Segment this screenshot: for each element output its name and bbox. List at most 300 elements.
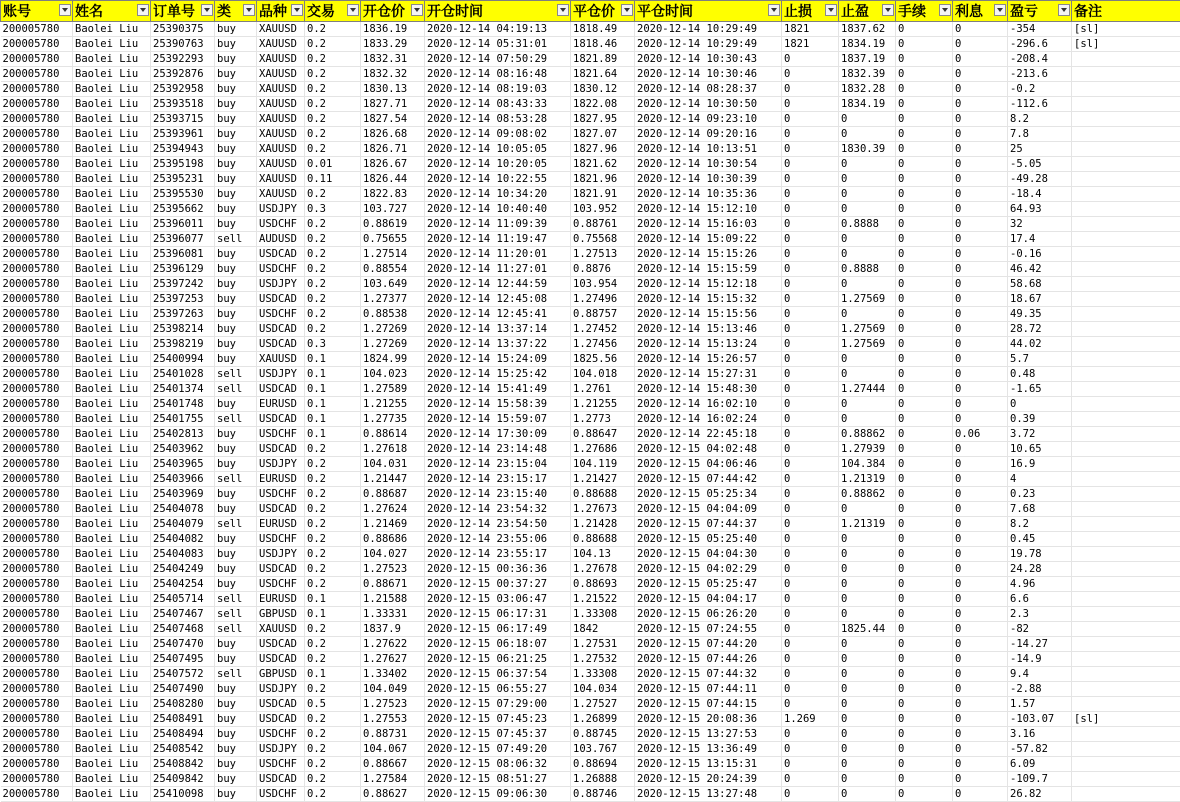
cell-close-time[interactable]: 2020-12-14 10:29:49 (635, 37, 782, 52)
cell-symbol[interactable]: USDCAD (257, 502, 305, 517)
cell-take-profit[interactable]: 0 (839, 742, 896, 757)
cell-symbol[interactable]: USDCAD (257, 562, 305, 577)
column-header-order-id[interactable] (151, 1, 215, 22)
cell-type[interactable]: buy (215, 712, 257, 727)
cell-name[interactable]: Baolei Liu (73, 472, 151, 487)
cell-name[interactable]: Baolei Liu (73, 712, 151, 727)
cell-close-price[interactable]: 1830.12 (571, 82, 635, 97)
cell-symbol[interactable]: USDCAD (257, 442, 305, 457)
cell-remark[interactable] (1072, 367, 1180, 382)
cell-commission[interactable]: 0 (896, 772, 953, 787)
cell-open-time[interactable]: 2020-12-14 23:15:40 (425, 487, 571, 502)
cell-profit[interactable]: -14.27 (1008, 637, 1072, 652)
cell-volume[interactable]: 0.2 (305, 142, 361, 157)
cell-open-price[interactable]: 0.88627 (361, 787, 425, 802)
cell-type[interactable]: buy (215, 142, 257, 157)
cell-open-time[interactable]: 2020-12-15 08:06:32 (425, 757, 571, 772)
cell-remark[interactable] (1072, 502, 1180, 517)
cell-close-time[interactable]: 2020-12-15 13:15:31 (635, 757, 782, 772)
cell-order-id[interactable]: 25408842 (151, 757, 215, 772)
cell-commission[interactable]: 0 (896, 562, 953, 577)
cell-open-price[interactable]: 0.88686 (361, 532, 425, 547)
cell-symbol[interactable]: USDJPY (257, 547, 305, 562)
cell-open-price[interactable]: 1.21255 (361, 397, 425, 412)
cell-symbol[interactable]: USDCHF (257, 217, 305, 232)
cell-close-time[interactable]: 2020-12-14 10:35:36 (635, 187, 782, 202)
cell-profit[interactable]: 26.82 (1008, 787, 1072, 802)
cell-close-time[interactable]: 2020-12-15 05:25:40 (635, 532, 782, 547)
cell-name[interactable]: Baolei Liu (73, 547, 151, 562)
cell-account[interactable]: 200005780 (1, 742, 73, 757)
cell-swap[interactable]: 0 (953, 367, 1008, 382)
cell-swap[interactable]: 0 (953, 682, 1008, 697)
cell-close-price[interactable]: 0.88688 (571, 487, 635, 502)
cell-account[interactable]: 200005780 (1, 547, 73, 562)
cell-swap[interactable]: 0 (953, 502, 1008, 517)
cell-volume[interactable]: 0.1 (305, 667, 361, 682)
cell-close-price[interactable]: 1.27532 (571, 652, 635, 667)
cell-open-time[interactable]: 2020-12-15 06:55:27 (425, 682, 571, 697)
cell-take-profit[interactable]: 104.384 (839, 457, 896, 472)
cell-commission[interactable]: 0 (896, 637, 953, 652)
cell-close-price[interactable]: 1.27678 (571, 562, 635, 577)
cell-profit[interactable]: 28.72 (1008, 322, 1072, 337)
cell-close-price[interactable]: 1.26888 (571, 772, 635, 787)
column-header-close-price[interactable] (571, 1, 635, 22)
cell-take-profit[interactable]: 0 (839, 697, 896, 712)
cell-open-price[interactable]: 1.27269 (361, 337, 425, 352)
cell-close-price[interactable]: 103.767 (571, 742, 635, 757)
cell-take-profit[interactable]: 1837.19 (839, 52, 896, 67)
cell-type[interactable]: buy (215, 22, 257, 37)
cell-profit[interactable]: -109.7 (1008, 772, 1072, 787)
cell-take-profit[interactable]: 0 (839, 727, 896, 742)
cell-take-profit[interactable]: 0 (839, 157, 896, 172)
cell-stop-loss[interactable]: 0 (782, 202, 839, 217)
cell-close-time[interactable]: 2020-12-15 07:44:15 (635, 697, 782, 712)
cell-take-profit[interactable]: 0 (839, 787, 896, 802)
cell-order-id[interactable]: 25404083 (151, 547, 215, 562)
cell-open-time[interactable]: 2020-12-14 12:45:08 (425, 292, 571, 307)
cell-swap[interactable]: 0 (953, 622, 1008, 637)
cell-remark[interactable] (1072, 217, 1180, 232)
cell-volume[interactable]: 0.11 (305, 172, 361, 187)
cell-close-price[interactable]: 1.21522 (571, 592, 635, 607)
cell-remark[interactable] (1072, 172, 1180, 187)
cell-swap[interactable]: 0 (953, 487, 1008, 502)
cell-stop-loss[interactable]: 0 (782, 637, 839, 652)
filter-dropdown-icon[interactable] (825, 4, 837, 16)
cell-account[interactable]: 200005780 (1, 337, 73, 352)
cell-name[interactable]: Baolei Liu (73, 22, 151, 37)
cell-type[interactable]: buy (215, 532, 257, 547)
cell-commission[interactable]: 0 (896, 187, 953, 202)
cell-swap[interactable]: 0 (953, 592, 1008, 607)
cell-order-id[interactable]: 25404079 (151, 517, 215, 532)
cell-swap[interactable]: 0 (953, 247, 1008, 262)
cell-open-price[interactable]: 0.88619 (361, 217, 425, 232)
cell-profit[interactable]: -112.6 (1008, 97, 1072, 112)
cell-remark[interactable] (1072, 52, 1180, 67)
cell-open-price[interactable]: 1.27269 (361, 322, 425, 337)
cell-open-price[interactable]: 0.88687 (361, 487, 425, 502)
cell-volume[interactable]: 0.2 (305, 442, 361, 457)
cell-swap[interactable]: 0 (953, 712, 1008, 727)
cell-close-price[interactable]: 103.954 (571, 277, 635, 292)
cell-open-price[interactable]: 0.88614 (361, 427, 425, 442)
cell-volume[interactable]: 0.3 (305, 202, 361, 217)
cell-type[interactable]: buy (215, 787, 257, 802)
cell-close-price[interactable]: 1821.62 (571, 157, 635, 172)
cell-type[interactable]: buy (215, 457, 257, 472)
cell-name[interactable]: Baolei Liu (73, 502, 151, 517)
cell-profit[interactable]: 3.72 (1008, 427, 1072, 442)
cell-stop-loss[interactable]: 0 (782, 532, 839, 547)
cell-open-price[interactable]: 1.33402 (361, 667, 425, 682)
cell-stop-loss[interactable]: 0 (782, 442, 839, 457)
cell-commission[interactable]: 0 (896, 757, 953, 772)
cell-close-time[interactable]: 2020-12-15 13:27:48 (635, 787, 782, 802)
cell-symbol[interactable]: EURUSD (257, 397, 305, 412)
cell-remark[interactable] (1072, 637, 1180, 652)
cell-close-time[interactable]: 2020-12-14 10:13:51 (635, 142, 782, 157)
cell-open-time[interactable]: 2020-12-14 17:30:09 (425, 427, 571, 442)
cell-stop-loss[interactable]: 0 (782, 172, 839, 187)
cell-account[interactable]: 200005780 (1, 727, 73, 742)
cell-close-price[interactable]: 0.8876 (571, 262, 635, 277)
cell-stop-loss[interactable]: 0 (782, 457, 839, 472)
cell-take-profit[interactable]: 0 (839, 577, 896, 592)
cell-profit[interactable]: 3.16 (1008, 727, 1072, 742)
cell-type[interactable]: sell (215, 622, 257, 637)
cell-open-time[interactable]: 2020-12-14 23:14:48 (425, 442, 571, 457)
cell-type[interactable]: buy (215, 727, 257, 742)
cell-symbol[interactable]: USDJPY (257, 682, 305, 697)
cell-open-price[interactable]: 1.21469 (361, 517, 425, 532)
cell-open-time[interactable]: 2020-12-14 23:55:06 (425, 532, 571, 547)
cell-stop-loss[interactable]: 0 (782, 427, 839, 442)
cell-symbol[interactable]: XAUUSD (257, 22, 305, 37)
cell-open-time[interactable]: 2020-12-14 11:27:01 (425, 262, 571, 277)
cell-profit[interactable]: 24.28 (1008, 562, 1072, 577)
cell-symbol[interactable]: USDCAD (257, 382, 305, 397)
cell-symbol[interactable]: USDJPY (257, 277, 305, 292)
cell-commission[interactable]: 0 (896, 247, 953, 262)
cell-close-time[interactable]: 2020-12-14 15:09:22 (635, 232, 782, 247)
filter-dropdown-icon[interactable] (768, 4, 780, 16)
cell-close-time[interactable]: 2020-12-14 15:15:26 (635, 247, 782, 262)
cell-order-id[interactable]: 25393518 (151, 97, 215, 112)
cell-stop-loss[interactable]: 0 (782, 412, 839, 427)
cell-remark[interactable] (1072, 337, 1180, 352)
cell-order-id[interactable]: 25408491 (151, 712, 215, 727)
cell-open-price[interactable]: 0.88667 (361, 757, 425, 772)
cell-stop-loss[interactable]: 0 (782, 232, 839, 247)
cell-swap[interactable]: 0 (953, 742, 1008, 757)
cell-type[interactable]: sell (215, 667, 257, 682)
cell-swap[interactable]: 0 (953, 577, 1008, 592)
cell-symbol[interactable]: EURUSD (257, 472, 305, 487)
cell-take-profit[interactable]: 1837.62 (839, 22, 896, 37)
cell-name[interactable]: Baolei Liu (73, 457, 151, 472)
cell-symbol[interactable]: USDJPY (257, 457, 305, 472)
cell-open-price[interactable]: 0.75655 (361, 232, 425, 247)
cell-name[interactable]: Baolei Liu (73, 37, 151, 52)
cell-symbol[interactable]: USDJPY (257, 202, 305, 217)
cell-swap[interactable]: 0 (953, 352, 1008, 367)
cell-order-id[interactable]: 25407495 (151, 652, 215, 667)
cell-stop-loss[interactable]: 0 (782, 157, 839, 172)
cell-swap[interactable]: 0.06 (953, 427, 1008, 442)
cell-open-time[interactable]: 2020-12-15 06:17:31 (425, 607, 571, 622)
cell-profit[interactable]: 0.39 (1008, 412, 1072, 427)
cell-stop-loss[interactable]: 0 (782, 277, 839, 292)
cell-account[interactable]: 200005780 (1, 127, 73, 142)
cell-close-price[interactable]: 104.119 (571, 457, 635, 472)
cell-commission[interactable]: 0 (896, 442, 953, 457)
cell-close-time[interactable]: 2020-12-14 15:15:56 (635, 307, 782, 322)
cell-volume[interactable]: 0.2 (305, 52, 361, 67)
cell-profit[interactable]: 6.6 (1008, 592, 1072, 607)
cell-symbol[interactable]: XAUUSD (257, 352, 305, 367)
cell-order-id[interactable]: 25392876 (151, 67, 215, 82)
cell-close-time[interactable]: 2020-12-14 10:30:54 (635, 157, 782, 172)
cell-name[interactable]: Baolei Liu (73, 682, 151, 697)
cell-open-price[interactable]: 1837.9 (361, 622, 425, 637)
cell-name[interactable]: Baolei Liu (73, 592, 151, 607)
cell-symbol[interactable]: USDCAD (257, 637, 305, 652)
cell-volume[interactable]: 0.2 (305, 712, 361, 727)
cell-swap[interactable]: 0 (953, 772, 1008, 787)
cell-order-id[interactable]: 25401028 (151, 367, 215, 382)
cell-order-id[interactable]: 25407468 (151, 622, 215, 637)
cell-close-time[interactable]: 2020-12-15 04:02:48 (635, 442, 782, 457)
cell-order-id[interactable]: 25404078 (151, 502, 215, 517)
cell-open-price[interactable]: 104.031 (361, 457, 425, 472)
column-header-volume[interactable] (305, 1, 361, 22)
cell-profit[interactable]: 9.4 (1008, 667, 1072, 682)
cell-volume[interactable]: 0.2 (305, 217, 361, 232)
cell-account[interactable]: 200005780 (1, 202, 73, 217)
cell-take-profit[interactable]: 1.27569 (839, 292, 896, 307)
cell-open-price[interactable]: 1826.68 (361, 127, 425, 142)
cell-account[interactable]: 200005780 (1, 652, 73, 667)
cell-volume[interactable]: 0.2 (305, 787, 361, 802)
cell-close-time[interactable]: 2020-12-15 07:44:32 (635, 667, 782, 682)
cell-profit[interactable]: 0.23 (1008, 487, 1072, 502)
cell-account[interactable]: 200005780 (1, 322, 73, 337)
cell-stop-loss[interactable]: 0 (782, 82, 839, 97)
column-header-type[interactable] (215, 1, 257, 22)
cell-close-time[interactable]: 2020-12-15 07:44:26 (635, 652, 782, 667)
cell-commission[interactable]: 0 (896, 472, 953, 487)
cell-type[interactable]: buy (215, 112, 257, 127)
column-header-open-time[interactable] (425, 1, 571, 22)
cell-close-time[interactable]: 2020-12-15 07:44:20 (635, 637, 782, 652)
cell-profit[interactable]: -0.16 (1008, 247, 1072, 262)
cell-symbol[interactable]: USDCHF (257, 262, 305, 277)
cell-open-price[interactable]: 1822.83 (361, 187, 425, 202)
cell-stop-loss[interactable]: 0 (782, 97, 839, 112)
filter-dropdown-icon[interactable] (347, 4, 359, 16)
cell-symbol[interactable]: USDCAD (257, 322, 305, 337)
cell-close-time[interactable]: 2020-12-15 04:02:29 (635, 562, 782, 577)
cell-type[interactable]: buy (215, 187, 257, 202)
cell-volume[interactable]: 0.2 (305, 652, 361, 667)
cell-volume[interactable]: 0.2 (305, 82, 361, 97)
cell-open-price[interactable]: 104.049 (361, 682, 425, 697)
cell-profit[interactable]: -1.65 (1008, 382, 1072, 397)
cell-remark[interactable] (1072, 157, 1180, 172)
cell-open-time[interactable]: 2020-12-14 15:59:07 (425, 412, 571, 427)
cell-close-time[interactable]: 2020-12-14 09:23:10 (635, 112, 782, 127)
cell-order-id[interactable]: 25401374 (151, 382, 215, 397)
filter-dropdown-icon[interactable] (882, 4, 894, 16)
cell-type[interactable]: buy (215, 52, 257, 67)
cell-symbol[interactable]: USDCAD (257, 337, 305, 352)
cell-profit[interactable]: 1.57 (1008, 697, 1072, 712)
cell-order-id[interactable]: 25397263 (151, 307, 215, 322)
cell-close-price[interactable]: 104.018 (571, 367, 635, 382)
cell-type[interactable]: buy (215, 157, 257, 172)
cell-profit[interactable]: 18.67 (1008, 292, 1072, 307)
cell-type[interactable]: sell (215, 367, 257, 382)
cell-commission[interactable]: 0 (896, 217, 953, 232)
cell-swap[interactable]: 0 (953, 607, 1008, 622)
cell-symbol[interactable]: USDCAD (257, 412, 305, 427)
cell-order-id[interactable]: 25405714 (151, 592, 215, 607)
cell-profit[interactable]: -213.6 (1008, 67, 1072, 82)
cell-volume[interactable]: 0.2 (305, 67, 361, 82)
cell-volume[interactable]: 0.1 (305, 382, 361, 397)
cell-symbol[interactable]: USDCHF (257, 787, 305, 802)
cell-type[interactable]: sell (215, 412, 257, 427)
cell-close-price[interactable]: 0.88745 (571, 727, 635, 742)
cell-symbol[interactable]: EURUSD (257, 517, 305, 532)
cell-close-time[interactable]: 2020-12-14 08:28:37 (635, 82, 782, 97)
filter-dropdown-icon[interactable] (59, 4, 71, 16)
cell-volume[interactable]: 0.2 (305, 472, 361, 487)
cell-type[interactable]: buy (215, 127, 257, 142)
cell-close-time[interactable]: 2020-12-15 06:26:20 (635, 607, 782, 622)
cell-close-price[interactable]: 1821.64 (571, 67, 635, 82)
cell-open-time[interactable]: 2020-12-14 04:19:13 (425, 22, 571, 37)
cell-close-time[interactable]: 2020-12-14 15:13:46 (635, 322, 782, 337)
cell-close-time[interactable]: 2020-12-14 15:26:57 (635, 352, 782, 367)
cell-take-profit[interactable]: 1830.39 (839, 142, 896, 157)
cell-open-price[interactable]: 1824.99 (361, 352, 425, 367)
cell-open-time[interactable]: 2020-12-15 09:06:30 (425, 787, 571, 802)
cell-open-price[interactable]: 1.33331 (361, 607, 425, 622)
cell-order-id[interactable]: 25395198 (151, 157, 215, 172)
cell-take-profit[interactable]: 1834.19 (839, 97, 896, 112)
cell-commission[interactable]: 0 (896, 202, 953, 217)
cell-symbol[interactable]: XAUUSD (257, 112, 305, 127)
cell-account[interactable]: 200005780 (1, 442, 73, 457)
cell-stop-loss[interactable]: 0 (782, 217, 839, 232)
cell-stop-loss[interactable]: 1821 (782, 22, 839, 37)
cell-order-id[interactable]: 25403966 (151, 472, 215, 487)
cell-open-price[interactable]: 0.88538 (361, 307, 425, 322)
cell-name[interactable]: Baolei Liu (73, 352, 151, 367)
cell-remark[interactable] (1072, 652, 1180, 667)
cell-close-price[interactable]: 1.21255 (571, 397, 635, 412)
cell-volume[interactable]: 0.2 (305, 487, 361, 502)
cell-close-time[interactable]: 2020-12-14 15:12:10 (635, 202, 782, 217)
cell-open-time[interactable]: 2020-12-14 23:55:17 (425, 547, 571, 562)
cell-remark[interactable] (1072, 97, 1180, 112)
cell-name[interactable]: Baolei Liu (73, 367, 151, 382)
cell-account[interactable]: 200005780 (1, 292, 73, 307)
column-header-commission[interactable] (896, 1, 953, 22)
cell-commission[interactable]: 0 (896, 232, 953, 247)
cell-commission[interactable]: 0 (896, 607, 953, 622)
cell-volume[interactable]: 0.2 (305, 577, 361, 592)
cell-swap[interactable]: 0 (953, 547, 1008, 562)
cell-order-id[interactable]: 25397242 (151, 277, 215, 292)
cell-volume[interactable]: 0.1 (305, 607, 361, 622)
cell-symbol[interactable]: USDCHF (257, 487, 305, 502)
cell-volume[interactable]: 0.2 (305, 232, 361, 247)
cell-swap[interactable]: 0 (953, 652, 1008, 667)
cell-close-price[interactable]: 1.21428 (571, 517, 635, 532)
cell-open-time[interactable]: 2020-12-14 10:34:20 (425, 187, 571, 202)
cell-stop-loss[interactable]: 0 (782, 577, 839, 592)
cell-profit[interactable]: 7.68 (1008, 502, 1072, 517)
cell-symbol[interactable]: XAUUSD (257, 82, 305, 97)
cell-swap[interactable]: 0 (953, 202, 1008, 217)
cell-name[interactable]: Baolei Liu (73, 142, 151, 157)
cell-commission[interactable]: 0 (896, 112, 953, 127)
cell-remark[interactable] (1072, 187, 1180, 202)
cell-stop-loss[interactable]: 0 (782, 622, 839, 637)
cell-account[interactable]: 200005780 (1, 427, 73, 442)
cell-commission[interactable]: 0 (896, 577, 953, 592)
cell-remark[interactable] (1072, 517, 1180, 532)
cell-close-price[interactable]: 0.88693 (571, 577, 635, 592)
cell-order-id[interactable]: 25397253 (151, 292, 215, 307)
cell-order-id[interactable]: 25394943 (151, 142, 215, 157)
filter-dropdown-icon[interactable] (994, 4, 1006, 16)
cell-name[interactable]: Baolei Liu (73, 172, 151, 187)
cell-volume[interactable]: 0.2 (305, 457, 361, 472)
cell-open-price[interactable]: 104.027 (361, 547, 425, 562)
cell-remark[interactable] (1072, 112, 1180, 127)
cell-order-id[interactable]: 25407490 (151, 682, 215, 697)
cell-commission[interactable]: 0 (896, 367, 953, 382)
cell-close-time[interactable]: 2020-12-15 13:36:49 (635, 742, 782, 757)
cell-account[interactable]: 200005780 (1, 262, 73, 277)
column-header-close-time[interactable] (635, 1, 782, 22)
cell-close-price[interactable]: 0.88688 (571, 532, 635, 547)
filter-dropdown-icon[interactable] (557, 4, 569, 16)
cell-volume[interactable]: 0.2 (305, 517, 361, 532)
cell-type[interactable]: buy (215, 217, 257, 232)
cell-remark[interactable] (1072, 622, 1180, 637)
cell-symbol[interactable]: XAUUSD (257, 142, 305, 157)
cell-stop-loss[interactable]: 0 (782, 727, 839, 742)
cell-open-price[interactable]: 1832.31 (361, 52, 425, 67)
cell-symbol[interactable]: USDCHF (257, 727, 305, 742)
cell-remark[interactable] (1072, 757, 1180, 772)
cell-type[interactable]: buy (215, 652, 257, 667)
cell-symbol[interactable]: USDJPY (257, 367, 305, 382)
cell-symbol[interactable]: XAUUSD (257, 187, 305, 202)
cell-name[interactable]: Baolei Liu (73, 307, 151, 322)
cell-open-time[interactable]: 2020-12-14 12:45:41 (425, 307, 571, 322)
cell-symbol[interactable]: USDCHF (257, 577, 305, 592)
cell-close-price[interactable]: 0.88647 (571, 427, 635, 442)
